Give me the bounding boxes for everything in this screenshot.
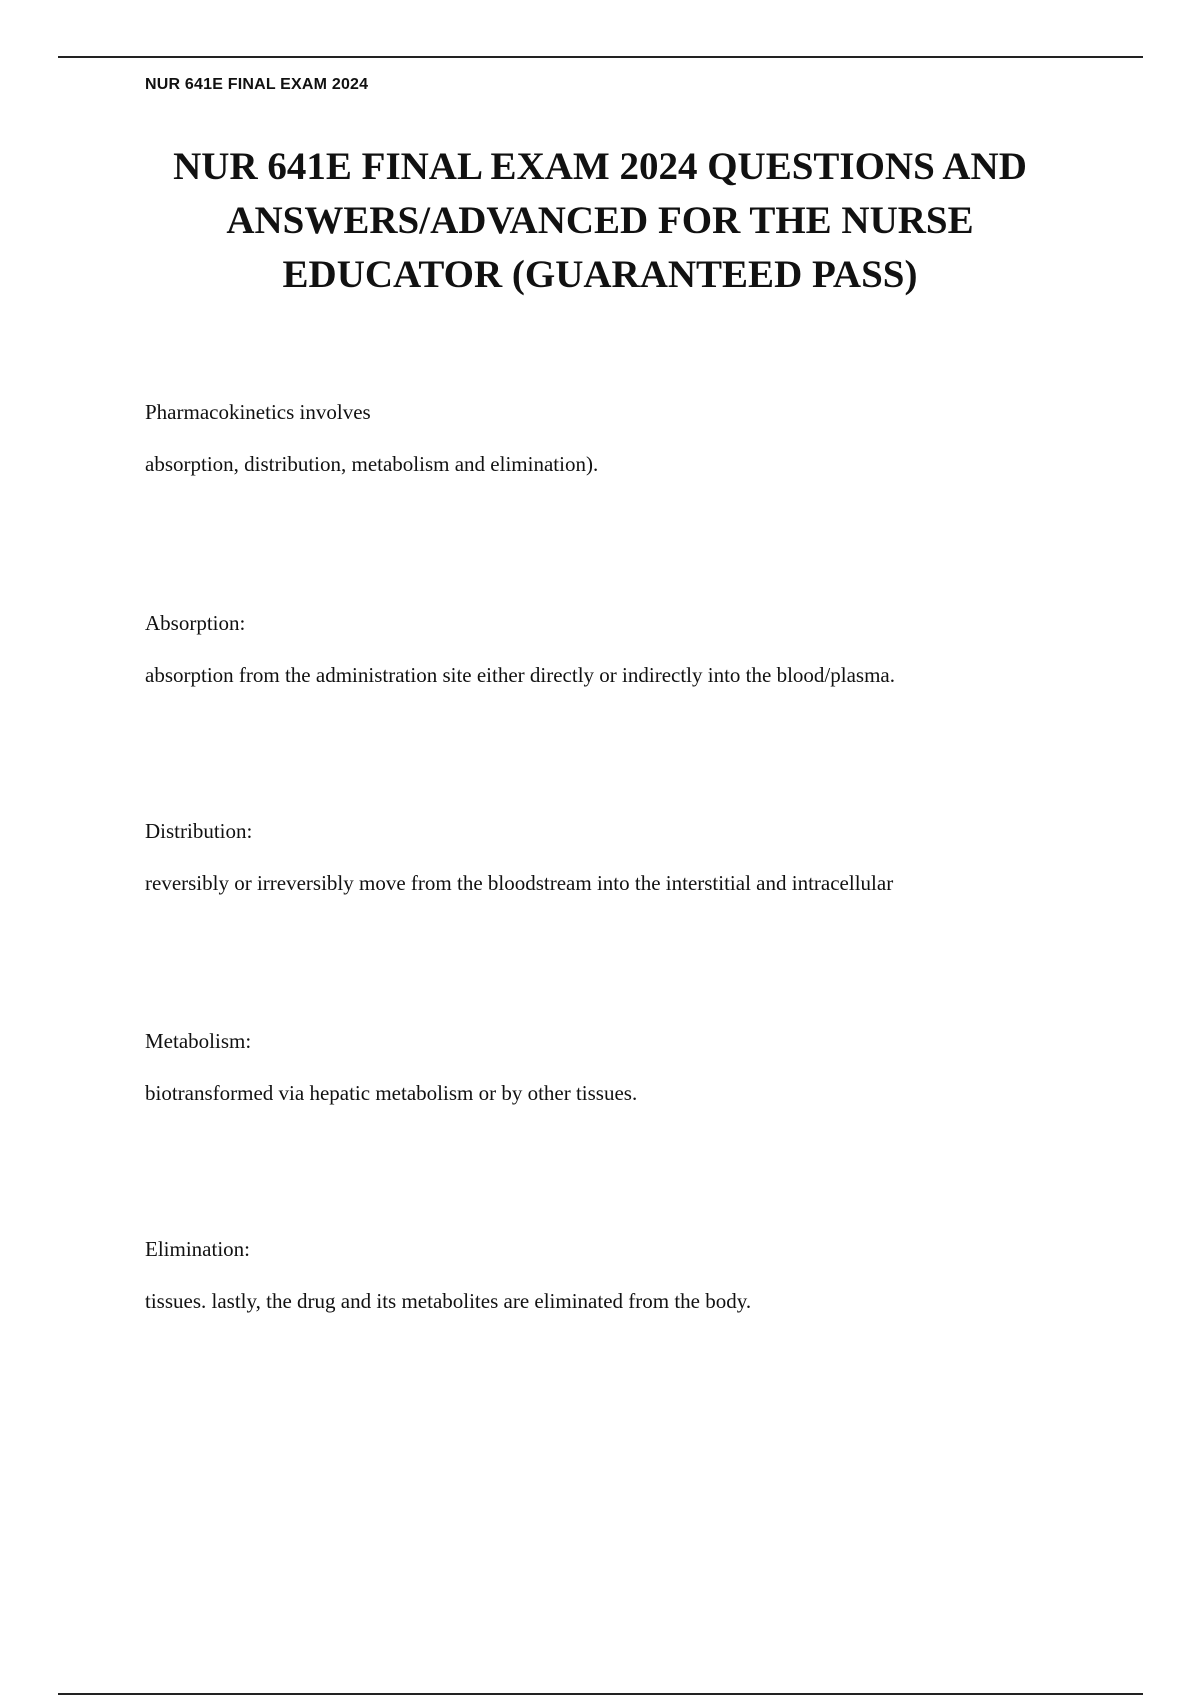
document-title-line-2: ANSWERS/ADVANCED FOR THE NURSE (226, 199, 974, 242)
header-divider (58, 56, 1143, 58)
answer-definition: biotransformed via hepatic metabolism or by other tissues. (145, 1081, 638, 1105)
answer-definition: absorption, distribution, metabolism and elimination). (145, 452, 599, 476)
answer-definition: tissues. lastly, the drug and its metabolites are eliminated from the body. (145, 1289, 752, 1313)
question-term: Distribution: (145, 819, 253, 843)
question-term: Absorption: (145, 611, 246, 635)
question-term: Metabolism: (145, 1029, 252, 1053)
document-title-line-3: EDUCATOR (GUARANTEED PASS) (282, 253, 918, 296)
question-term: Pharmacokinetics involves (145, 400, 371, 424)
answer-definition: reversibly or irreversibly move from the bloodstream into the interstitial and intracellular (145, 871, 894, 895)
question-term: Elimination: (145, 1237, 250, 1261)
running-header: NUR 641E FINAL EXAM 2024 (145, 76, 369, 93)
answer-definition: absorption from the administration site either directly or indirectly into the blood/plasma. (145, 663, 895, 687)
document-title-line-1: NUR 641E FINAL EXAM 2024 QUESTIONS AND (173, 145, 1027, 188)
footer-divider (58, 1693, 1143, 1695)
document-title (120, 140, 1080, 302)
